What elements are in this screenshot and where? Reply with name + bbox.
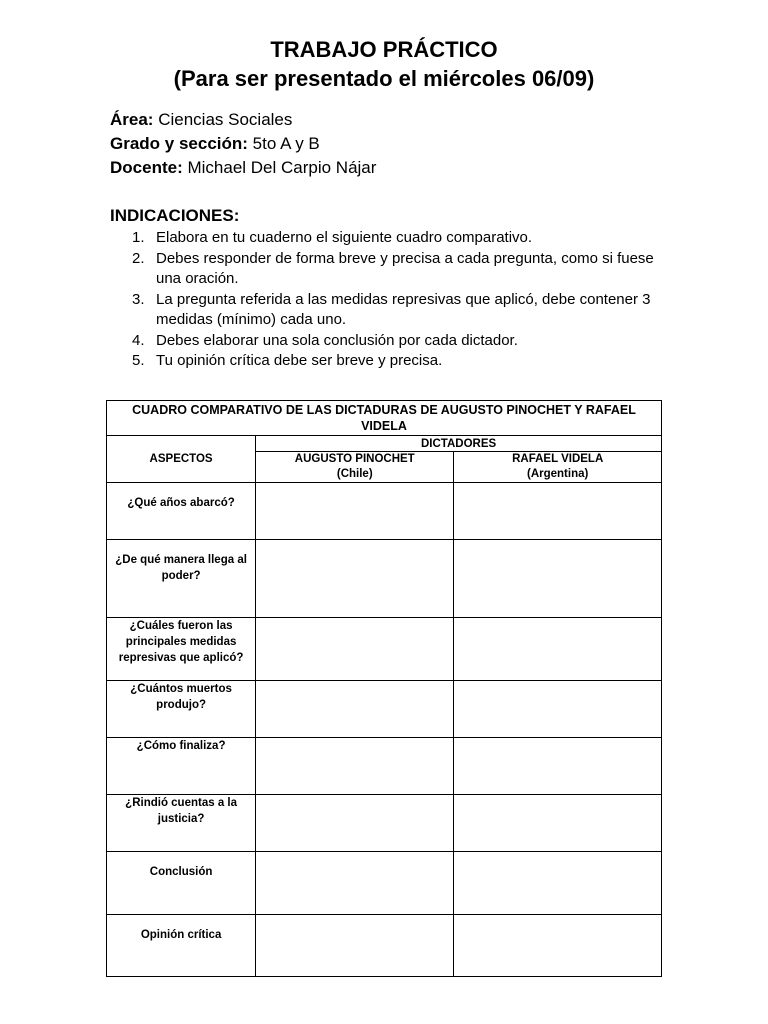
answer-cell-videla bbox=[454, 915, 662, 977]
answer-cell-pinochet bbox=[256, 618, 454, 681]
question-cell: ¿Rindió cuentas a la justicia? bbox=[107, 795, 256, 852]
indicacion-number: 5. bbox=[132, 352, 145, 369]
meta-docente-value: Michael Del Carpio Nájar bbox=[187, 158, 377, 177]
answer-cell-videla bbox=[454, 738, 662, 795]
question-cell: ¿De qué manera llega al poder? bbox=[107, 540, 256, 618]
table-row bbox=[107, 738, 662, 795]
meta-area-value: Ciencias Sociales bbox=[158, 110, 293, 129]
indicaciones-list bbox=[110, 228, 670, 372]
dictadores-header: DICTADORES bbox=[256, 436, 662, 452]
indicacion-text: La pregunta referida a las medidas represivas que aplicó, debe contener 3 medidas (mínimo) cada uno. bbox=[156, 290, 651, 328]
table-row bbox=[107, 483, 662, 540]
indicacion-item bbox=[110, 228, 670, 249]
meta-grado-value: 5to A y B bbox=[252, 134, 320, 153]
indicacion-number: 4. bbox=[132, 331, 145, 349]
dictator-pinochet-header bbox=[256, 452, 454, 483]
table-row bbox=[107, 540, 662, 618]
table-row bbox=[107, 795, 662, 852]
answer-cell-pinochet bbox=[256, 681, 454, 738]
answer-cell-videla bbox=[454, 852, 662, 915]
answer-cell-videla bbox=[454, 618, 662, 681]
indicacion-number: 3. bbox=[132, 290, 145, 308]
answer-cell-pinochet bbox=[256, 795, 454, 852]
indicacion-item bbox=[110, 351, 670, 372]
indicacion-text: Elabora en tu cuaderno el siguiente cuadro comparativo. bbox=[156, 229, 533, 246]
question-cell: ¿Cuáles fueron las principales medidas represivas que aplicó? bbox=[107, 618, 256, 681]
answer-cell-pinochet bbox=[256, 915, 454, 977]
indicacion-text: Tu opinión crítica debe ser breve y precisa. bbox=[156, 352, 443, 369]
comparison-table bbox=[106, 400, 662, 977]
table-caption: CUADRO COMPARATIVO DE LAS DICTADURAS DE AUGUSTO PINOCHET Y RAFAEL VIDELA bbox=[107, 401, 662, 436]
answer-cell-videla bbox=[454, 483, 662, 540]
indicacion-item bbox=[110, 249, 670, 290]
table-row bbox=[107, 915, 662, 977]
answer-cell-pinochet bbox=[256, 540, 454, 618]
answer-cell-videla bbox=[454, 681, 662, 738]
meta-area bbox=[110, 108, 292, 132]
table-row bbox=[107, 618, 662, 681]
document-subtitle: (Para ser presentado el miércoles 06/09) bbox=[173, 66, 595, 91]
table-row bbox=[107, 852, 662, 915]
indicaciones-heading: INDICACIONES: bbox=[110, 206, 240, 225]
answer-cell-pinochet bbox=[256, 738, 454, 795]
meta-area-label: Área: bbox=[110, 110, 154, 129]
indicacion-number: 1. bbox=[132, 229, 145, 246]
question-cell: ¿Cómo finaliza? bbox=[107, 738, 256, 795]
meta-docente-label: Docente: bbox=[110, 158, 183, 177]
question-cell: ¿Cuántos muertos produjo? bbox=[107, 681, 256, 738]
indicacion-item bbox=[110, 331, 670, 352]
answer-cell-pinochet bbox=[256, 852, 454, 915]
question-cell: Opinión crítica bbox=[107, 915, 256, 977]
dictator-videla-header bbox=[454, 452, 662, 483]
question-cell: Conclusión bbox=[107, 852, 256, 915]
dictator-pinochet-name: AUGUSTO PINOCHET bbox=[294, 453, 415, 465]
meta-docente bbox=[110, 156, 376, 180]
dictator-videla-name: RAFAEL VIDELA bbox=[512, 453, 604, 465]
meta-grado-label: Grado y sección: bbox=[110, 134, 248, 153]
indicacion-item bbox=[110, 290, 670, 331]
indicacion-number: 2. bbox=[132, 249, 145, 267]
answer-cell-videla bbox=[454, 795, 662, 852]
document-title: TRABAJO PRÁCTICO bbox=[270, 37, 498, 62]
meta-grado bbox=[110, 132, 320, 156]
answer-cell-pinochet bbox=[256, 483, 454, 540]
indicacion-text: Debes responder de forma breve y precisa a cada pregunta, como si fuese una oración. bbox=[156, 249, 654, 287]
aspectos-header: ASPECTOS bbox=[107, 436, 256, 483]
dictator-pinochet-country: (Chile) bbox=[336, 468, 373, 480]
table-row bbox=[107, 681, 662, 738]
indicacion-text: Debes elaborar una sola conclusión por cada dictador. bbox=[156, 331, 518, 349]
dictator-videla-country: (Argentina) bbox=[527, 468, 589, 480]
answer-cell-videla bbox=[454, 540, 662, 618]
question-cell: ¿Qué años abarcó? bbox=[107, 483, 256, 540]
